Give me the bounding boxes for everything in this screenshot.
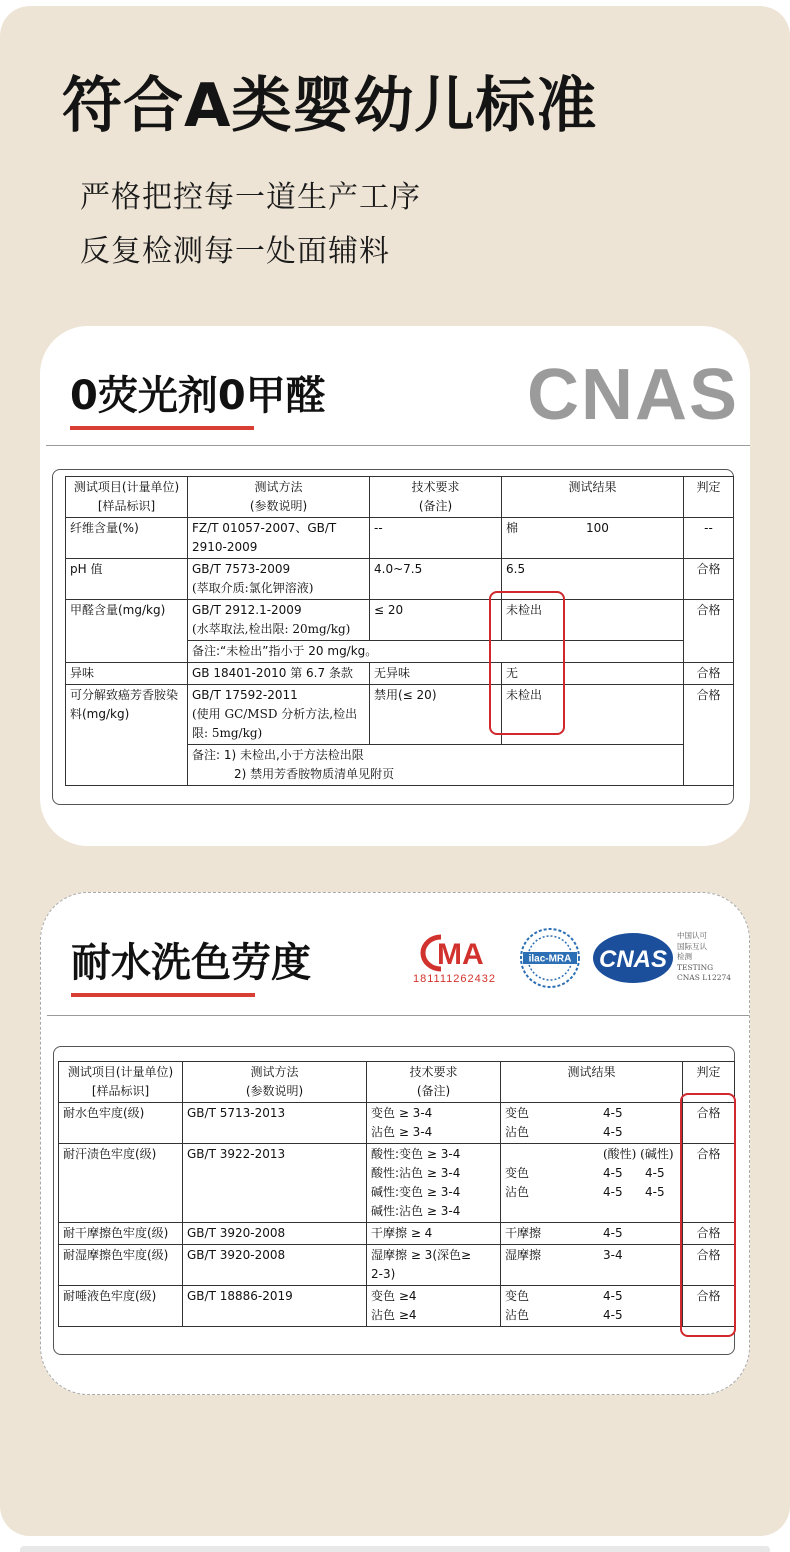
cell-method: GB 18401-2010 第 6.7 条款 bbox=[188, 663, 370, 685]
method-note: (使用 GC/MSD 分析方法,检出限: 5mg/kg) bbox=[192, 707, 358, 740]
req-line: 酸性:沾色 ≥ 3-4 bbox=[371, 1166, 461, 1180]
cell-req bbox=[367, 1223, 501, 1245]
table-row bbox=[59, 1286, 735, 1327]
next-section-edge bbox=[20, 1546, 770, 1552]
cnas-info-line: CNAS L12274 bbox=[677, 973, 732, 982]
svg-text:ilac-MRA: ilac-MRA bbox=[528, 953, 572, 965]
cell-method: GB/T 5713-2013 bbox=[183, 1103, 367, 1144]
test-report-table bbox=[52, 469, 734, 805]
header-cell bbox=[684, 477, 734, 518]
table-row bbox=[66, 600, 734, 641]
method-standard: GB/T 2912.1-2009 bbox=[192, 603, 302, 617]
ma-number: 181111262432 bbox=[413, 973, 496, 985]
header-cell bbox=[367, 1062, 501, 1103]
result-key: 棉 bbox=[506, 521, 519, 535]
result-key: 沾色 bbox=[505, 1185, 530, 1199]
result-key: 变色 bbox=[505, 1289, 530, 1303]
cell-verdict: 合格 bbox=[684, 600, 734, 663]
req-line: 沾色 ≥ 3-4 bbox=[371, 1125, 433, 1139]
cell-result: 未检出 bbox=[502, 685, 684, 745]
cell-result: 无 bbox=[502, 663, 684, 685]
table-row bbox=[59, 1103, 735, 1144]
title-underline bbox=[70, 426, 254, 430]
cell-item: 耐湿摩擦色牢度(级) bbox=[59, 1245, 183, 1286]
background-panel bbox=[0, 6, 790, 1536]
report-table bbox=[65, 476, 734, 786]
cell-item: 异味 bbox=[66, 663, 188, 685]
cell-item: 耐唾液色牢度(级) bbox=[59, 1286, 183, 1327]
req-line: 变色 ≥4 bbox=[371, 1289, 417, 1303]
table-row bbox=[66, 518, 734, 559]
cma-logo bbox=[411, 933, 511, 991]
cell-result bbox=[501, 1103, 683, 1144]
header-req-sub: (备注) bbox=[418, 499, 453, 513]
cell-item: 耐干摩擦色牢度(级) bbox=[59, 1223, 183, 1245]
result-value-acid: 4-5 bbox=[603, 1166, 623, 1180]
method-note: (水萃取法,检出限: 20mg/kg) bbox=[192, 622, 351, 636]
note-line-2: 2) 禁用芳香胺物质清单见附页 bbox=[234, 767, 395, 781]
cell-method: FZ/T 01057-2007、GB/T 2910-2009 bbox=[188, 518, 370, 559]
req-line: 2-3) bbox=[371, 1267, 396, 1281]
cnas-info-line: 检测 bbox=[677, 952, 692, 961]
header-req: 技术要求 bbox=[411, 480, 460, 494]
cell-req: 禁用(≤ 20) bbox=[370, 685, 502, 745]
table-row bbox=[59, 1245, 735, 1286]
header-method-sub: (参数说明) bbox=[249, 499, 308, 513]
cell-verdict: 合格 bbox=[683, 1286, 735, 1327]
cnas-logo bbox=[591, 931, 675, 985]
note-line-1: 备注: 1) 未检出,小于方法检出限 bbox=[192, 748, 364, 762]
table-header-row bbox=[59, 1062, 735, 1103]
title-underline bbox=[71, 993, 255, 997]
cnas-info-line: TESTING bbox=[677, 962, 714, 972]
req-line: 酸性:变色 ≥ 3-4 bbox=[371, 1147, 461, 1161]
cell-item: 耐汗渍色牢度(级) bbox=[59, 1144, 183, 1223]
header-cell bbox=[501, 1062, 683, 1103]
cell-req bbox=[367, 1144, 501, 1223]
header-verdict: 判定 bbox=[696, 1065, 721, 1079]
cell-note: 备注:“未检出”指小于 20 mg/kg。 bbox=[188, 641, 684, 663]
result-value: 100 bbox=[586, 521, 609, 535]
header-cell bbox=[370, 477, 502, 518]
cell-method: GB/T 3920-2008 bbox=[183, 1245, 367, 1286]
header-item-sub: [样品标识] bbox=[97, 499, 156, 513]
header-req: 技术要求 bbox=[409, 1065, 458, 1079]
cell-req bbox=[367, 1286, 501, 1327]
result-key: 变色 bbox=[505, 1166, 530, 1180]
cell-verdict: 合格 bbox=[684, 559, 734, 600]
result-value: 4-5 bbox=[603, 1308, 623, 1322]
cell-item: 可分解致癌芳香胺染料(mg/kg) bbox=[66, 685, 188, 786]
cnas-info-line: 国际互认 bbox=[677, 941, 707, 951]
result-value: 3-4 bbox=[603, 1248, 623, 1262]
result-key: 湿摩擦 bbox=[505, 1248, 542, 1262]
cell-result: 6.5 bbox=[502, 559, 684, 600]
result-key: 沾色 bbox=[505, 1125, 530, 1139]
result-value-acid: 4-5 bbox=[603, 1185, 623, 1199]
result-value: 4-5 bbox=[603, 1125, 623, 1139]
cell-item: 耐水色牢度(级) bbox=[59, 1103, 183, 1144]
cell-verdict: 合格 bbox=[684, 663, 734, 685]
header-cell bbox=[502, 477, 684, 518]
cell-result bbox=[501, 1144, 683, 1223]
highlight-box bbox=[680, 1093, 736, 1337]
cell-method bbox=[188, 559, 370, 600]
header-req-sub: (备注) bbox=[416, 1084, 451, 1098]
header-verdict: 判定 bbox=[696, 480, 721, 494]
req-line: 湿摩擦 ≥ 3(深色≥ bbox=[371, 1248, 472, 1262]
cell-req bbox=[367, 1103, 501, 1144]
cell-verdict: 合格 bbox=[683, 1103, 735, 1144]
cell-result bbox=[501, 1223, 683, 1245]
cell-req bbox=[367, 1245, 501, 1286]
req-line: 碱性:沾色 ≥ 3-4 bbox=[371, 1204, 461, 1218]
cell-item: 甲醛含量(mg/kg) bbox=[66, 600, 188, 663]
cnas-mark bbox=[591, 931, 675, 985]
svg-text:CNAS: CNAS bbox=[598, 946, 668, 973]
cnas-badge: CNAS bbox=[527, 355, 740, 435]
cell-verdict: 合格 bbox=[683, 1245, 735, 1286]
ma-text: MA bbox=[437, 938, 484, 971]
cma-mark bbox=[411, 933, 509, 973]
result-value-alkali: 4-5 bbox=[645, 1166, 665, 1180]
result-value: 4-5 bbox=[603, 1106, 623, 1120]
header-method: 测试方法 bbox=[254, 480, 303, 494]
cell-result bbox=[501, 1286, 683, 1327]
ilac-mra-logo bbox=[519, 927, 581, 989]
report-table bbox=[58, 1061, 735, 1327]
result-key: 干摩擦 bbox=[505, 1226, 542, 1240]
subtitle-line-2: 反复检测每一处面辅料 bbox=[80, 234, 390, 269]
divider bbox=[47, 1015, 749, 1016]
result-key: 沾色 bbox=[505, 1308, 530, 1322]
result-value: 4-5 bbox=[603, 1226, 623, 1240]
result-key: 变色 bbox=[505, 1106, 530, 1120]
cell-item: 纤维含量(%) bbox=[66, 518, 188, 559]
req-line: 变色 ≥ 3-4 bbox=[371, 1106, 433, 1120]
cell-req: -- bbox=[370, 518, 502, 559]
cell-item: pH 值 bbox=[66, 559, 188, 600]
divider bbox=[46, 445, 750, 446]
cell-result bbox=[502, 518, 684, 559]
cell-req: 无异味 bbox=[370, 663, 502, 685]
subtitle-line-1: 严格把控每一道生产工序 bbox=[80, 180, 421, 215]
header-item: 测试项目(计量单位) bbox=[73, 480, 180, 494]
table-row bbox=[66, 685, 734, 745]
table-row bbox=[66, 559, 734, 600]
cell-req: ≤ 20 bbox=[370, 600, 502, 641]
table-header-row bbox=[66, 477, 734, 518]
card-title: 0荧光剂0甲醛 bbox=[70, 373, 326, 419]
cell-result bbox=[501, 1245, 683, 1286]
header-cell bbox=[183, 1062, 367, 1103]
ilac-mark bbox=[519, 927, 581, 989]
cell-req: 4.0~7.5 bbox=[370, 559, 502, 600]
method-standard: GB/T 7573-2009 bbox=[192, 562, 291, 576]
color-fastness-card bbox=[40, 892, 750, 1395]
cell-result: 未检出 bbox=[502, 600, 684, 641]
method-note: (萃取介质:氯化钾溶液) bbox=[192, 581, 314, 595]
result-subheader: (酸性) (碱性) bbox=[603, 1147, 674, 1161]
method-standard: GB/T 17592-2011 bbox=[192, 688, 298, 702]
cell-method: GB/T 18886-2019 bbox=[183, 1286, 367, 1327]
cell-note bbox=[188, 745, 684, 786]
cell-method: GB/T 3920-2008 bbox=[183, 1223, 367, 1245]
table-row bbox=[66, 663, 734, 685]
cell-method bbox=[188, 600, 370, 641]
page-title: 符合A类婴幼儿标准 bbox=[62, 71, 598, 141]
header-method: 测试方法 bbox=[250, 1065, 299, 1079]
table-row bbox=[59, 1223, 735, 1245]
header-result: 测试结果 bbox=[568, 480, 617, 494]
test-report-table bbox=[53, 1046, 735, 1355]
header-result: 测试结果 bbox=[567, 1065, 616, 1079]
result-value-alkali: 4-5 bbox=[645, 1185, 665, 1199]
header-method-sub: (参数说明) bbox=[245, 1084, 304, 1098]
cell-verdict: 合格 bbox=[683, 1223, 735, 1245]
req-line: 干摩擦 ≥ 4 bbox=[371, 1226, 433, 1240]
req-line: 碱性:变色 ≥ 3-4 bbox=[371, 1185, 461, 1199]
table-row bbox=[59, 1144, 735, 1223]
cell-method: GB/T 3922-2013 bbox=[183, 1144, 367, 1223]
cell-verdict: 合格 bbox=[684, 685, 734, 786]
header-cell bbox=[59, 1062, 183, 1103]
result-value: 4-5 bbox=[603, 1289, 623, 1303]
header-item-sub: [样品标识] bbox=[91, 1084, 150, 1098]
highlight-box bbox=[489, 591, 565, 735]
header-item: 测试项目(计量单位) bbox=[67, 1065, 174, 1079]
cell-verdict: -- bbox=[684, 518, 734, 559]
card-title: 耐水洗色劳度 bbox=[71, 940, 311, 986]
header-cell bbox=[188, 477, 370, 518]
req-line: 沾色 ≥4 bbox=[371, 1308, 417, 1322]
cnas-info-line: 中国认可 bbox=[677, 931, 707, 940]
formaldehyde-card bbox=[40, 326, 750, 846]
cell-verdict: 合格 bbox=[683, 1144, 735, 1223]
cell-method bbox=[188, 685, 370, 745]
cnas-accreditation-text bbox=[677, 931, 731, 984]
header-cell bbox=[66, 477, 188, 518]
